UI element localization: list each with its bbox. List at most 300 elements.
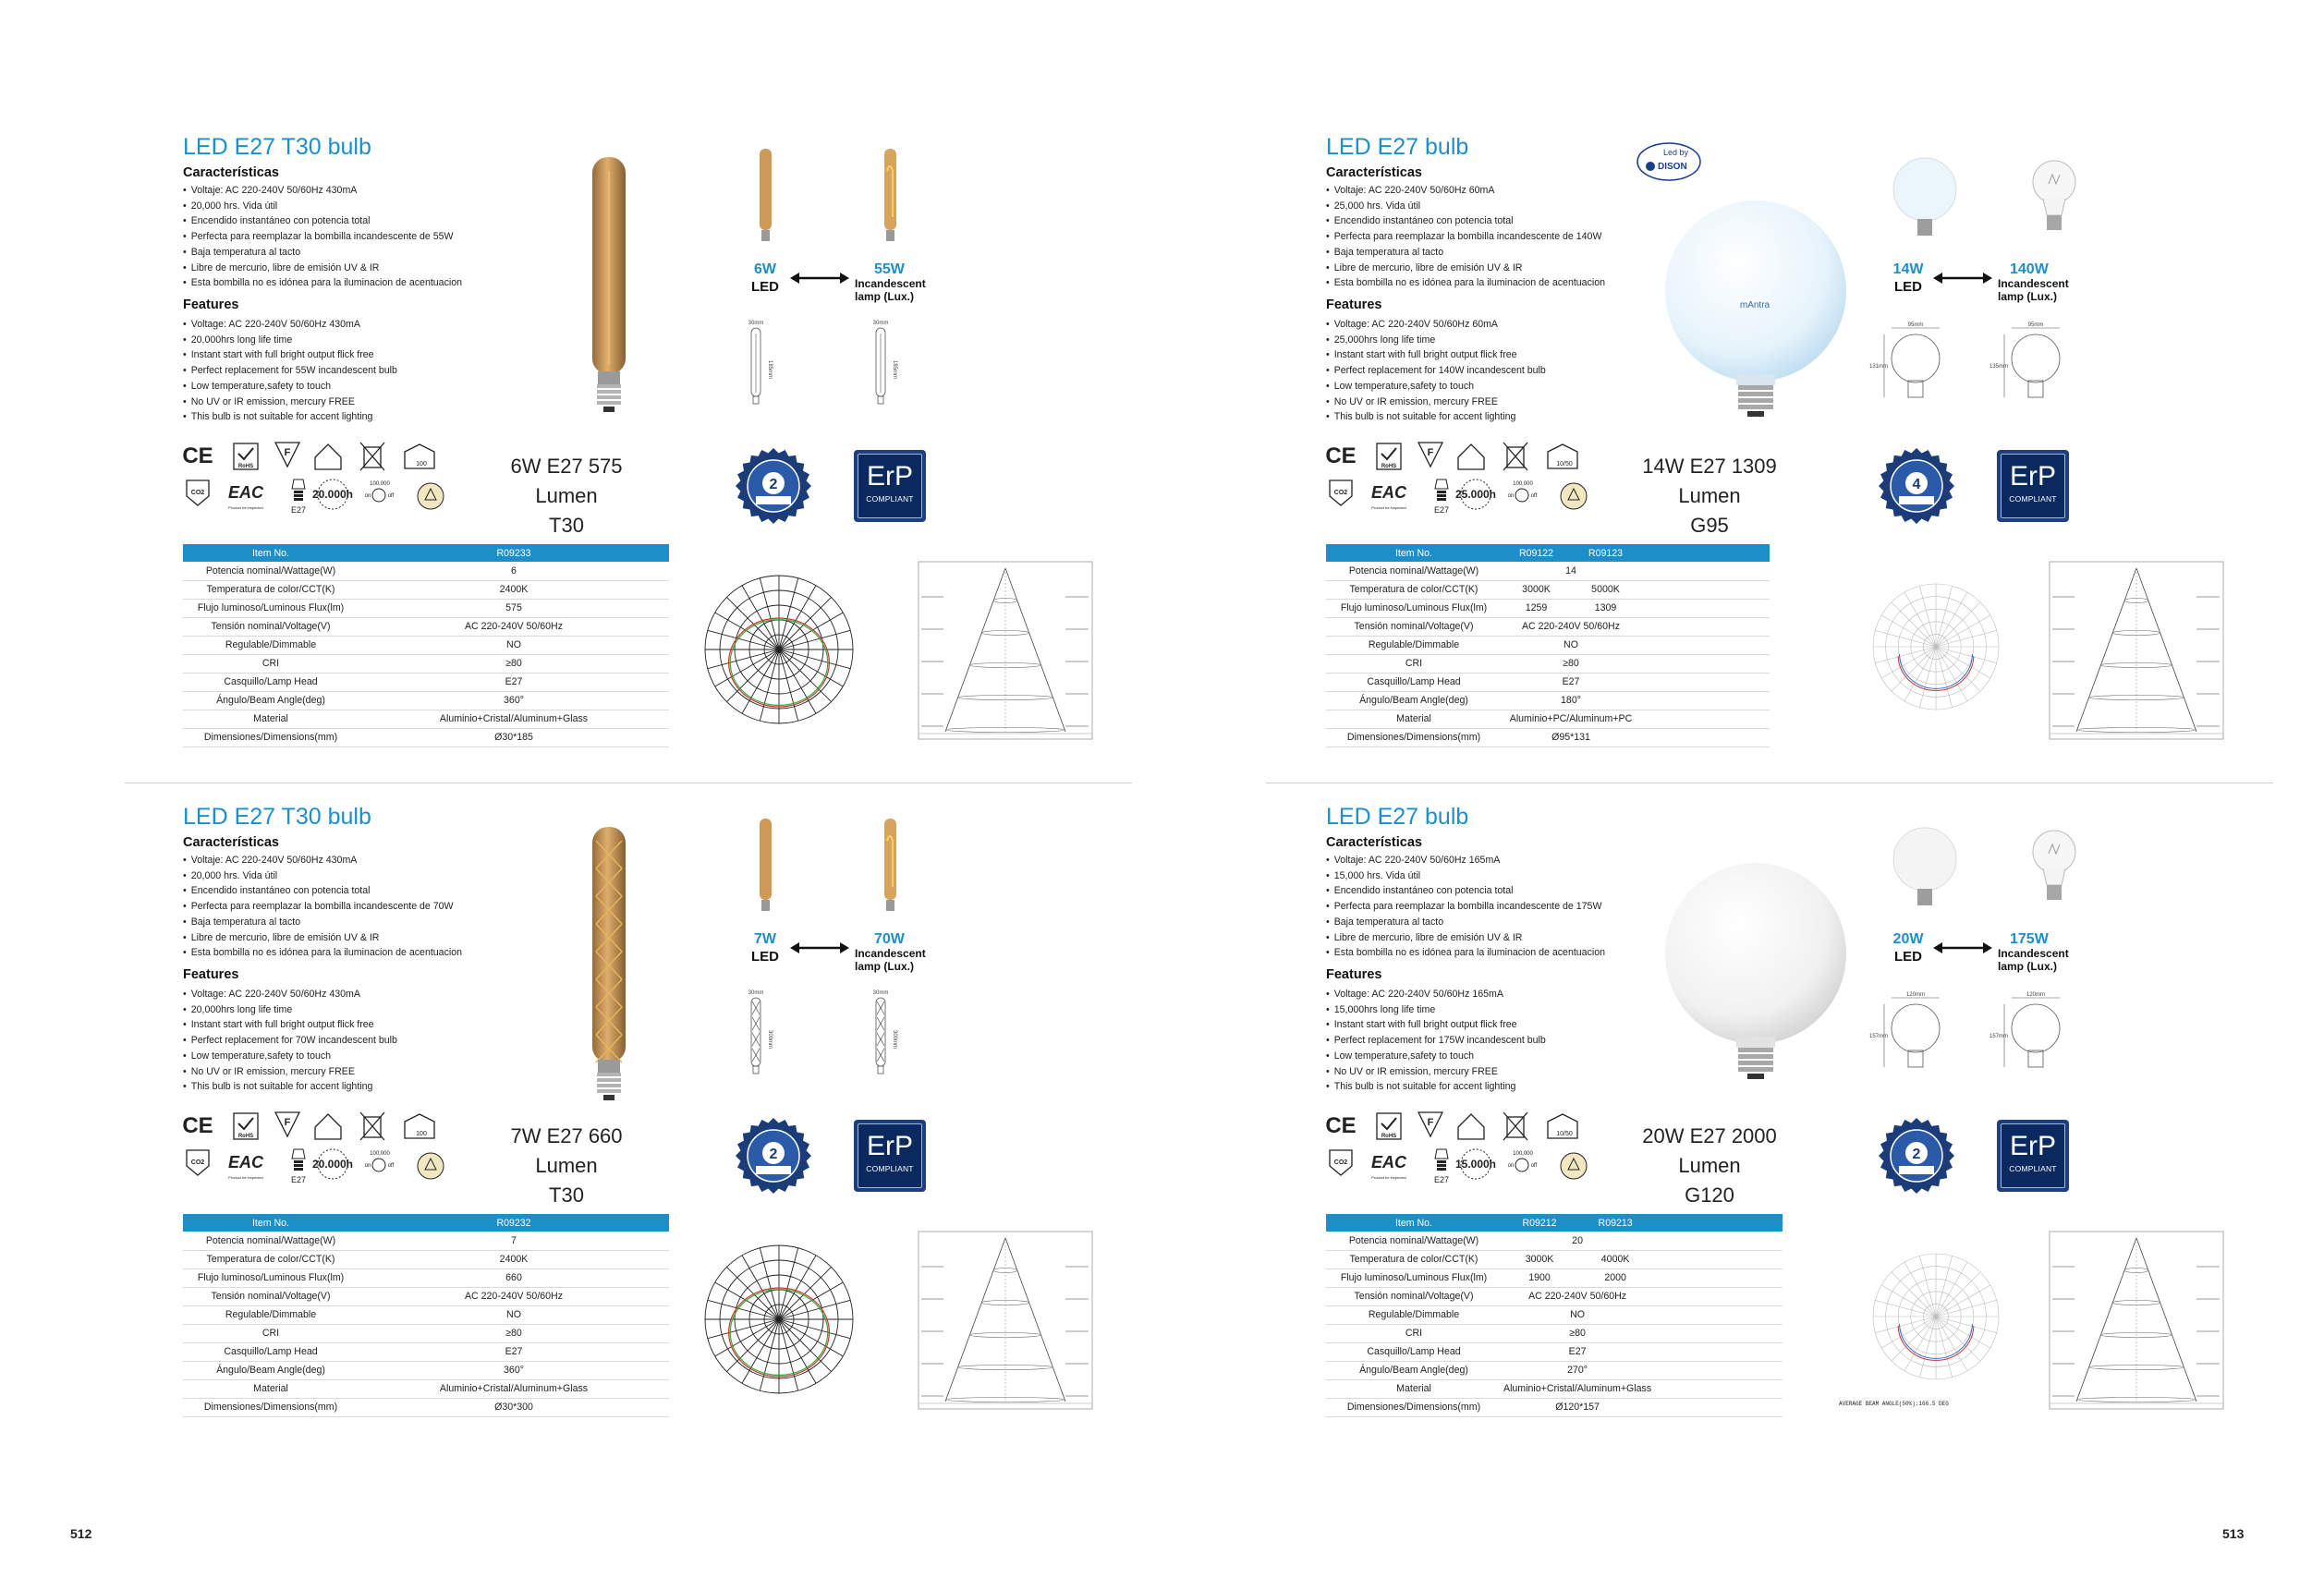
warranty-years: 4 bbox=[1912, 477, 1921, 492]
product-title: LED E27 T30 bulb bbox=[183, 134, 371, 160]
on-label: on bbox=[364, 493, 371, 499]
rohs-label: RoHS bbox=[1381, 1134, 1397, 1139]
product-title: LED E27 bulb bbox=[1326, 804, 1469, 830]
switch-cycles-icon bbox=[1515, 1159, 1528, 1171]
spec-label: Ángulo/Beam Angle(deg) bbox=[183, 691, 359, 710]
table-row bbox=[1326, 1342, 1783, 1361]
list-item: • Voltaje: AC 220-240V 50/60Hz 60mA bbox=[1326, 183, 1605, 199]
table-row bbox=[183, 562, 669, 580]
list-item: • Libre de mercurio, libre de emisión UV & IR bbox=[183, 930, 462, 946]
features-heading: Features bbox=[1326, 297, 1382, 312]
erp-compliant-label: COMPLIANT bbox=[2009, 1164, 2057, 1173]
spec-label: Tensión nominal/Voltage(V) bbox=[1326, 617, 1502, 636]
table-row bbox=[1326, 691, 1770, 710]
switch-cycles-icon bbox=[372, 489, 385, 502]
spec-table bbox=[183, 1214, 669, 1417]
table-row bbox=[1326, 1305, 1783, 1324]
product-bulb-image bbox=[546, 152, 675, 439]
rohs-label: RoHS bbox=[1381, 464, 1397, 469]
list-item: • Perfecta para reemplazar la bombilla incandescente de 55W bbox=[183, 229, 462, 245]
spec-value: ≥80 bbox=[359, 1324, 669, 1342]
ce-mark-icon: CE bbox=[1325, 1113, 1357, 1138]
certification-icons bbox=[1326, 1109, 1612, 1196]
table-row bbox=[183, 1324, 669, 1342]
product-bulb-image bbox=[1659, 199, 1853, 420]
spec-label: Temperatura de color/CCT(K) bbox=[1326, 1250, 1502, 1268]
spec-label: Casquillo/Lamp Head bbox=[183, 673, 359, 691]
incandescent-label: Incandescent bbox=[1998, 277, 2069, 290]
list-item: • This bulb is not suitable for accent lighting bbox=[183, 409, 397, 425]
f-mark-label: F bbox=[1427, 1117, 1434, 1128]
product-bulb-image bbox=[1659, 861, 1853, 1083]
model-type: G120 bbox=[1685, 1184, 1734, 1207]
spec-label: Dimensiones/Dimensions(mm) bbox=[183, 728, 359, 747]
incandescent-label: Incandescent bbox=[1998, 947, 2069, 960]
spec-label: Dimensiones/Dimensions(mm) bbox=[1326, 1398, 1502, 1416]
spec-value: 1900 bbox=[1502, 1268, 1577, 1287]
spec-value: Ø30*185 bbox=[359, 728, 669, 747]
dimension-label: 30mm bbox=[748, 990, 764, 996]
dimension-drawings bbox=[733, 989, 936, 1076]
list-item: • Baja temperatura al tacto bbox=[1326, 915, 1605, 930]
table-row bbox=[1326, 617, 1770, 636]
spec-label: Flujo luminoso/Luminous Flux(lm) bbox=[183, 599, 359, 617]
comparison-bulbs bbox=[747, 143, 931, 249]
table-row bbox=[1326, 1324, 1783, 1342]
led-wattage: 7W bbox=[754, 931, 776, 947]
warm-up-icon bbox=[418, 1153, 444, 1179]
table-header-row bbox=[183, 544, 669, 562]
table-row bbox=[1326, 562, 1770, 580]
comparison-arrow-icon bbox=[1933, 941, 1992, 954]
list-item: • Voltage: AC 220-240V 50/60Hz 60mA bbox=[1326, 317, 1546, 333]
spec-label: Regulable/Dimmable bbox=[183, 1305, 359, 1324]
list-item: • Perfecta para reemplazar la bombilla incandescente de 70W bbox=[183, 899, 462, 915]
spec-label: CRI bbox=[183, 654, 359, 673]
list-item: • Encendido instantáneo con potencia total bbox=[1326, 213, 1605, 229]
ce-mark-icon: CE bbox=[182, 1113, 213, 1138]
certification-icons bbox=[183, 1109, 469, 1196]
lamp-head-label: E27 bbox=[290, 1175, 307, 1184]
list-item: • Low temperature,safety to touch bbox=[1326, 379, 1546, 394]
table-row bbox=[183, 691, 669, 710]
spec-value: AC 220-240V 50/60Hz bbox=[1502, 617, 1640, 636]
polar-distribution-diagram bbox=[687, 1227, 871, 1412]
table-row bbox=[183, 1398, 669, 1416]
erp-compliant-icon bbox=[1997, 1120, 2069, 1192]
spec-value: 3000K bbox=[1502, 580, 1571, 599]
comparison-arrow-icon bbox=[790, 272, 849, 285]
list-item: • Perfect replacement for 140W incandescent bulb bbox=[1326, 363, 1546, 379]
led-by-text: Led by bbox=[1663, 148, 1689, 157]
comparison-bulbs bbox=[747, 813, 931, 919]
spec-label: Flujo luminoso/Luminous Flux(lm) bbox=[183, 1268, 359, 1287]
spec-label: Regulable/Dimmable bbox=[1326, 636, 1502, 654]
list-item: • 20,000hrs long life time bbox=[183, 1002, 397, 1018]
led-wattage: 20W bbox=[1892, 931, 1924, 947]
ce-mark-icon: CE bbox=[182, 443, 213, 468]
f-mark-label: F bbox=[284, 447, 291, 458]
model-type: G95 bbox=[1690, 514, 1729, 537]
list-item: • Libre de mercurio, libre de emisión UV & IR bbox=[1326, 930, 1605, 946]
spec-value: 7 bbox=[359, 1232, 669, 1250]
spec-value: Ø30*300 bbox=[359, 1398, 669, 1416]
spec-label: Dimensiones/Dimensions(mm) bbox=[1326, 728, 1502, 747]
header-item-no: Item No. bbox=[183, 544, 359, 562]
caracteristicas-list bbox=[1326, 183, 1605, 291]
table-row bbox=[183, 599, 669, 617]
spec-label: Tensión nominal/Voltage(V) bbox=[183, 617, 359, 636]
co2-label: CO2 bbox=[1333, 490, 1348, 496]
indoor-use-icon bbox=[315, 444, 341, 469]
table-row bbox=[183, 1287, 669, 1305]
co2-label: CO2 bbox=[190, 1159, 205, 1166]
f-mark-label: F bbox=[1427, 447, 1434, 458]
table-row bbox=[183, 673, 669, 691]
header-item-code: R09123 bbox=[1571, 544, 1640, 562]
spec-value: 5000K bbox=[1571, 580, 1640, 599]
dimension-label: 185mm bbox=[892, 360, 897, 380]
lamp-head-label: E27 bbox=[1433, 505, 1450, 515]
warranty-badge-icon bbox=[1879, 1118, 1954, 1194]
list-item: • No UV or IR emission, mercury FREE bbox=[1326, 1064, 1546, 1080]
pack-quantity: 100 bbox=[416, 1131, 427, 1137]
comparison-arrow-icon bbox=[1933, 272, 1992, 285]
erp-compliant-icon bbox=[1997, 450, 2069, 522]
rohs-label: RoHS bbox=[237, 1134, 254, 1139]
list-item: • 20,000 hrs. Vida útil bbox=[183, 199, 462, 214]
spec-value: Aluminio+Cristal/Aluminum+Glass bbox=[359, 1379, 669, 1398]
co2-label: CO2 bbox=[190, 490, 205, 496]
erp-compliant-label: COMPLIANT bbox=[2009, 494, 2057, 504]
spec-value: 3000K bbox=[1502, 1250, 1577, 1268]
led-label: LED bbox=[751, 279, 779, 295]
switch-cycles-icon bbox=[1515, 489, 1528, 502]
pack-quantity: 10/50 bbox=[1556, 1131, 1573, 1137]
features-heading: Features bbox=[183, 967, 239, 982]
table-row bbox=[183, 728, 669, 747]
erp-label: ErP bbox=[866, 461, 913, 492]
caracteristicas-heading: Características bbox=[1326, 165, 1422, 180]
warranty-badge-icon bbox=[1879, 448, 1954, 524]
list-item: • Libre de mercurio, libre de emisión UV & IR bbox=[1326, 261, 1605, 276]
illuminance-cone-diagram bbox=[2049, 1231, 2224, 1415]
list-item: • Baja temperatura al tacto bbox=[183, 245, 462, 261]
spec-value: NO bbox=[359, 636, 669, 654]
switch-cycles: 100,000 bbox=[1513, 481, 1533, 487]
dimension-drawings bbox=[733, 319, 936, 407]
caracteristicas-list bbox=[1326, 853, 1605, 961]
erp-compliant-label: COMPLIANT bbox=[866, 494, 914, 504]
model-type: T30 bbox=[549, 514, 584, 537]
rohs-label: RoHS bbox=[237, 464, 254, 469]
spec-value: Ø120*157 bbox=[1502, 1398, 1653, 1416]
eac-sub-label: Product be inspected bbox=[1371, 505, 1406, 510]
features-heading: Features bbox=[183, 297, 239, 312]
switch-cycles: 100,000 bbox=[370, 481, 390, 487]
eac-sub-label: Product be inspected bbox=[228, 505, 263, 510]
incandescent-lux-label: lamp (Lux.) bbox=[855, 290, 915, 303]
off-label: off bbox=[1530, 1163, 1538, 1169]
list-item: • Low temperature,safety to touch bbox=[1326, 1049, 1546, 1064]
model-name bbox=[1622, 452, 1797, 540]
spec-label: Regulable/Dimmable bbox=[1326, 1305, 1502, 1324]
polar-distribution-diagram bbox=[1848, 1224, 2024, 1409]
header-item-code: R09122 bbox=[1502, 544, 1571, 562]
spec-value: AC 220-240V 50/60Hz bbox=[359, 617, 669, 636]
table-row bbox=[183, 1305, 669, 1324]
list-item: • Instant start with full bright output flick free bbox=[183, 1017, 397, 1033]
list-item: • Voltaje: AC 220-240V 50/60Hz 430mA bbox=[183, 853, 462, 868]
off-label: off bbox=[1530, 493, 1538, 499]
list-item: • 25,000hrs long life time bbox=[1326, 333, 1546, 348]
spec-value: 20 bbox=[1502, 1232, 1653, 1250]
spec-value: Aluminio+Cristal/Aluminum+Glass bbox=[359, 710, 669, 728]
spec-label: Potencia nominal/Wattage(W) bbox=[1326, 562, 1502, 580]
table-row bbox=[1326, 1250, 1783, 1268]
caracteristicas-list bbox=[183, 853, 462, 961]
list-item: • Encendido instantáneo con potencia total bbox=[183, 883, 462, 899]
spec-value: Ø95*131 bbox=[1502, 728, 1640, 747]
co2-label: CO2 bbox=[1333, 1159, 1348, 1166]
spec-value: 360° bbox=[359, 1361, 669, 1379]
list-item: • Esta bombilla no es idónea para la iluminacion de acentuacion bbox=[1326, 945, 1605, 961]
on-label: on bbox=[1507, 493, 1515, 499]
warm-up-icon bbox=[1561, 1153, 1587, 1179]
header-item-no: Item No. bbox=[1326, 544, 1502, 562]
table-header-row bbox=[183, 1214, 669, 1232]
list-item: • 15,000hrs long life time bbox=[1326, 1002, 1546, 1018]
list-item: • 25,000 hrs. Vida útil bbox=[1326, 199, 1605, 214]
spec-table bbox=[183, 544, 669, 747]
spec-label: Material bbox=[1326, 710, 1502, 728]
certification-icons bbox=[1326, 439, 1612, 527]
switch-cycles: 100,000 bbox=[1513, 1151, 1533, 1157]
spec-value: 180° bbox=[1502, 691, 1640, 710]
spec-value: 2000 bbox=[1577, 1268, 1653, 1287]
warranty-years: 2 bbox=[769, 477, 778, 492]
polar-distribution-diagram bbox=[1848, 554, 2024, 739]
spec-value: 6 bbox=[359, 562, 669, 580]
list-item: • This bulb is not suitable for accent lighting bbox=[1326, 409, 1546, 425]
indoor-use-icon bbox=[315, 1114, 341, 1139]
dimension-label: 157mm bbox=[1989, 1034, 2009, 1039]
header-item-code: R09233 bbox=[359, 544, 669, 562]
spec-value: E27 bbox=[1502, 1342, 1653, 1361]
erp-compliant-icon bbox=[854, 450, 926, 522]
dimension-label: 300mm bbox=[892, 1030, 897, 1050]
list-item: • Instant start with full bright output flick free bbox=[1326, 1017, 1546, 1033]
product-bulb-image bbox=[546, 822, 675, 1109]
table-row bbox=[1326, 580, 1770, 599]
illuminance-cone-diagram bbox=[2049, 561, 2224, 746]
table-row bbox=[183, 1361, 669, 1379]
certification-icons bbox=[183, 439, 469, 527]
table-row bbox=[1326, 636, 1770, 654]
list-item: • Perfect replacement for 70W incandescent bulb bbox=[183, 1033, 397, 1049]
switch-cycles: 100,000 bbox=[370, 1151, 390, 1157]
dimension-label: 30mm bbox=[872, 990, 889, 996]
list-item: • Perfect replacement for 175W incandescent bulb bbox=[1326, 1033, 1546, 1049]
table-row bbox=[1326, 1398, 1783, 1416]
spec-label: Tensión nominal/Voltage(V) bbox=[183, 1287, 359, 1305]
off-label: off bbox=[387, 493, 395, 499]
on-label: on bbox=[364, 1163, 371, 1169]
table-row bbox=[1326, 599, 1770, 617]
table-row bbox=[1326, 710, 1770, 728]
lifetime-hours: 20.000h bbox=[311, 488, 354, 501]
comparison-bulbs bbox=[1890, 813, 2075, 919]
header-item-no: Item No. bbox=[1326, 1214, 1502, 1232]
spec-label: Casquillo/Lamp Head bbox=[1326, 673, 1502, 691]
list-item: • 20,000 hrs. Vida útil bbox=[183, 868, 462, 884]
product-block bbox=[1326, 804, 2324, 1451]
list-item: • Esta bombilla no es idónea para la iluminacion de acentuacion bbox=[183, 945, 462, 961]
list-item: • Voltage: AC 220-240V 50/60Hz 430mA bbox=[183, 317, 397, 333]
table-row bbox=[183, 1250, 669, 1268]
spec-value: 14 bbox=[1502, 562, 1640, 580]
spec-label: Dimensiones/Dimensions(mm) bbox=[183, 1398, 359, 1416]
table-row bbox=[183, 1268, 669, 1287]
list-item: • No UV or IR emission, mercury FREE bbox=[1326, 394, 1546, 410]
model-wattage-lumen: 6W E27 575 Lumen bbox=[510, 455, 623, 507]
spec-label: Ángulo/Beam Angle(deg) bbox=[183, 1361, 359, 1379]
incandescent-wattage: 55W bbox=[874, 261, 905, 277]
off-label: off bbox=[387, 1163, 395, 1169]
caracteristicas-heading: Características bbox=[1326, 835, 1422, 850]
features-list bbox=[1326, 317, 1546, 425]
spec-value: 360° bbox=[359, 691, 669, 710]
dimension-label: 95mm bbox=[2027, 322, 2044, 328]
led-label: LED bbox=[1894, 949, 1922, 965]
lamp-head-label: E27 bbox=[290, 505, 307, 515]
spec-label: Potencia nominal/Wattage(W) bbox=[183, 562, 359, 580]
model-name bbox=[479, 452, 654, 540]
table-row bbox=[183, 1342, 669, 1361]
product-title: LED E27 T30 bulb bbox=[183, 804, 371, 830]
model-wattage-lumen: 14W E27 1309 Lumen bbox=[1642, 455, 1777, 507]
header-item-code: R09232 bbox=[359, 1214, 669, 1232]
spec-label: Temperatura de color/CCT(K) bbox=[183, 580, 359, 599]
spec-label: CRI bbox=[183, 1324, 359, 1342]
header-item-code: R09212 bbox=[1502, 1214, 1577, 1232]
list-item: • 15,000 hrs. Vida útil bbox=[1326, 868, 1605, 884]
led-label: LED bbox=[751, 949, 779, 965]
features-heading: Features bbox=[1326, 967, 1382, 982]
list-item: • Baja temperatura al tacto bbox=[1326, 245, 1605, 261]
spec-label: Tensión nominal/Voltage(V) bbox=[1326, 1287, 1502, 1305]
model-wattage-lumen: 20W E27 2000 Lumen bbox=[1642, 1124, 1777, 1177]
switch-cycles-icon bbox=[372, 1159, 385, 1171]
polar-caption: AVERAGE BEAM ANGLE(50%):166.5 DEG bbox=[1839, 1401, 1949, 1407]
warranty-years: 2 bbox=[1912, 1147, 1921, 1162]
spec-label: Potencia nominal/Wattage(W) bbox=[1326, 1232, 1502, 1250]
caracteristicas-list bbox=[183, 183, 462, 291]
spec-label: Potencia nominal/Wattage(W) bbox=[183, 1232, 359, 1250]
dimension-label: 131mm bbox=[1869, 364, 1889, 370]
spec-value: 4000K bbox=[1577, 1250, 1653, 1268]
list-item: • No UV or IR emission, mercury FREE bbox=[183, 394, 397, 410]
list-item: • Instant start with full bright output flick free bbox=[183, 347, 397, 363]
list-item: • Voltaje: AC 220-240V 50/60Hz 165mA bbox=[1326, 853, 1605, 868]
table-header-row bbox=[1326, 1214, 1783, 1232]
product-title: LED E27 bulb bbox=[1326, 134, 1469, 160]
spec-value: 2400K bbox=[359, 1250, 669, 1268]
led-wattage: 14W bbox=[1892, 261, 1924, 277]
warranty-years: 2 bbox=[769, 1147, 778, 1162]
list-item: • Instant start with full bright output flick free bbox=[1326, 347, 1546, 363]
spec-value: AC 220-240V 50/60Hz bbox=[1502, 1287, 1653, 1305]
list-item: • Esta bombilla no es idónea para la iluminacion de acentuacion bbox=[183, 275, 462, 291]
erp-compliant-label: COMPLIANT bbox=[866, 1164, 914, 1173]
spec-value: NO bbox=[359, 1305, 669, 1324]
list-item: • 20,000hrs long life time bbox=[183, 333, 397, 348]
list-item: • Low temperature,safety to touch bbox=[183, 1049, 397, 1064]
f-mark-label: F bbox=[284, 1117, 291, 1128]
dimension-label: 157mm bbox=[1869, 1034, 1889, 1039]
spec-label: Ángulo/Beam Angle(deg) bbox=[1326, 1361, 1502, 1379]
spec-label: Temperatura de color/CCT(K) bbox=[183, 1250, 359, 1268]
table-row bbox=[183, 636, 669, 654]
spec-label: CRI bbox=[1326, 654, 1502, 673]
table-row bbox=[1326, 1379, 1783, 1398]
spec-label: CRI bbox=[1326, 1324, 1502, 1342]
incandescent-wattage: 70W bbox=[874, 931, 905, 947]
incandescent-lux-label: lamp (Lux.) bbox=[1998, 290, 2058, 303]
spec-value: ≥80 bbox=[1502, 1324, 1653, 1342]
spec-label: Casquillo/Lamp Head bbox=[183, 1342, 359, 1361]
list-item: • No UV or IR emission, mercury FREE bbox=[183, 1064, 397, 1080]
lifetime-hours: 25.000h bbox=[1454, 488, 1497, 501]
spec-value: 270° bbox=[1502, 1361, 1653, 1379]
caracteristicas-heading: Características bbox=[183, 165, 279, 180]
table-row bbox=[183, 1232, 669, 1250]
eac-mark-icon: EAC bbox=[227, 483, 264, 502]
spec-value: 1309 bbox=[1571, 599, 1640, 617]
table-row bbox=[183, 580, 669, 599]
model-name bbox=[479, 1122, 654, 1210]
dison-text: DISON bbox=[1658, 162, 1687, 172]
on-label: on bbox=[1507, 1163, 1515, 1169]
spec-value: 2400K bbox=[359, 580, 669, 599]
incandescent-wattage: 175W bbox=[2010, 931, 2049, 947]
dimension-label: 300mm bbox=[767, 1030, 773, 1050]
eac-sub-label: Product be inspected bbox=[1371, 1175, 1406, 1180]
product-block bbox=[1326, 134, 2324, 781]
list-item: • Voltage: AC 220-240V 50/60Hz 165mA bbox=[1326, 987, 1546, 1002]
spec-value: Aluminio+PC/Aluminum+PC bbox=[1502, 710, 1640, 728]
table-row bbox=[1326, 1361, 1783, 1379]
pack-quantity: 10/50 bbox=[1556, 461, 1573, 467]
product-block bbox=[183, 804, 1181, 1451]
page-number-left: 512 bbox=[70, 1526, 92, 1541]
incandescent-wattage: 140W bbox=[2010, 261, 2049, 277]
model-type: T30 bbox=[549, 1184, 584, 1207]
dimension-label: 95mm bbox=[1907, 322, 1924, 328]
dimension-label: 135mm bbox=[1989, 364, 2009, 370]
spec-value: E27 bbox=[359, 673, 669, 691]
header-item-no: Item No. bbox=[183, 1214, 359, 1232]
dison-logo bbox=[1636, 141, 1702, 182]
eac-mark-icon: EAC bbox=[1370, 483, 1407, 502]
list-item: • Encendido instantáneo con potencia total bbox=[1326, 883, 1605, 899]
list-item: • Encendido instantáneo con potencia total bbox=[183, 213, 462, 229]
dimension-label: 120mm bbox=[1905, 992, 1926, 998]
incandescent-lux-label: lamp (Lux.) bbox=[1998, 960, 2058, 973]
indoor-use-icon bbox=[1458, 444, 1484, 469]
model-name bbox=[1622, 1122, 1797, 1210]
list-item: • Perfect replacement for 55W incandescent bulb bbox=[183, 363, 397, 379]
